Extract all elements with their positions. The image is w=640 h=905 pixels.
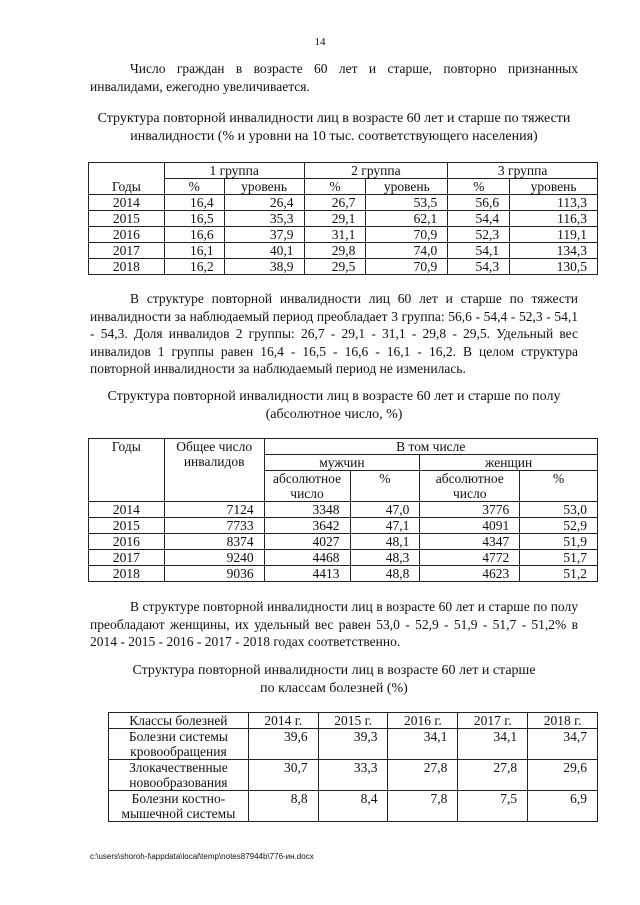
disease-class-cell: Болезни костно-мышечной системы xyxy=(109,791,249,822)
value-cell: 54,1 xyxy=(448,243,510,259)
value-cell: 16,4 xyxy=(164,195,224,211)
value-cell: 53,5 xyxy=(366,195,448,211)
severity-subheader-row xyxy=(89,179,598,195)
value-cell: 30,7 xyxy=(248,760,318,791)
year-cell: 2014 xyxy=(89,195,165,211)
value-cell: 27,8 xyxy=(458,760,528,791)
women-header: женщин xyxy=(420,455,598,471)
gender-table-body xyxy=(89,439,598,582)
value-cell: 29,6 xyxy=(528,760,598,791)
value-cell: 130,5 xyxy=(510,259,598,275)
value-cell: 70,9 xyxy=(366,227,448,243)
value-cell: 134,3 xyxy=(510,243,598,259)
value-cell: 4772 xyxy=(420,550,520,566)
value-cell: 38,9 xyxy=(224,259,304,275)
severity-paragraph: В структуре повторной инвалидности лиц 60 лет и старше по тяжести инвалидности за наблюдаемый период преобладает 3 группа: 56,6 - 54,4 - 52,3 - 54,1 - 54,3. Доля инвалидов 2 группы: 26,7 - 29,1 - 31,1 - 29,8 - 29,5. Удельный вес инвалидов 1 группы равен 16,4 - 16,5 - 16,6 - 16,1 - 16,2. В целом структура повторной инвалидности за наблюдаемый период не изменилась. xyxy=(90,291,578,376)
value-cell: 119,1 xyxy=(510,227,598,243)
value-cell: 48,1 xyxy=(350,534,420,550)
total-header: Общее число инвалидов xyxy=(164,439,264,502)
table3-title-line1: Структура повторной инвалидности лиц в возрасте 60 лет и старше xyxy=(132,663,536,678)
men-pct-header: % xyxy=(350,471,420,502)
value-cell: 6,9 xyxy=(528,791,598,822)
value-cell: 9036 xyxy=(164,566,264,582)
women-pct-header: % xyxy=(520,471,598,502)
value-cell: 3642 xyxy=(264,518,350,534)
disease-table-row xyxy=(109,729,598,760)
value-cell: 7733 xyxy=(164,518,264,534)
gender-table-row xyxy=(89,518,598,534)
value-cell: 4468 xyxy=(264,550,350,566)
value-cell: 37,9 xyxy=(224,227,304,243)
value-cell: 4027 xyxy=(264,534,350,550)
value-cell: 34,1 xyxy=(388,729,458,760)
table2-title-line1: Структура повторной инвалидности лиц в возрасте 60 лет и старше по полу xyxy=(107,389,561,404)
year-cell: 2016 xyxy=(89,534,165,550)
value-cell: 8374 xyxy=(164,534,264,550)
years-header: Годы xyxy=(89,163,165,195)
gender-table-row xyxy=(89,566,598,582)
severity-table-row xyxy=(89,227,598,243)
group2-header: 2 группа xyxy=(304,163,448,179)
gender-table-row xyxy=(89,534,598,550)
value-cell: 8,8 xyxy=(248,791,318,822)
year-cell: 2017 xyxy=(89,243,165,259)
value-cell: 29,5 xyxy=(304,259,366,275)
year-cell: 2017 xyxy=(89,550,165,566)
year-header: 2016 г. xyxy=(388,713,458,729)
value-cell: 34,7 xyxy=(528,729,598,760)
disease-table-row xyxy=(109,791,598,822)
g2-level-header: уровень xyxy=(366,179,448,195)
women-abs-header: абсолютное число xyxy=(420,471,520,502)
year-cell: 2015 xyxy=(89,211,165,227)
year-cell: 2016 xyxy=(89,227,165,243)
value-cell: 4347 xyxy=(420,534,520,550)
value-cell: 47,0 xyxy=(350,502,420,518)
men-abs-header: абсолютное число xyxy=(264,471,350,502)
years-header: Годы xyxy=(89,439,165,502)
year-cell: 2015 xyxy=(89,518,165,534)
value-cell: 35,3 xyxy=(224,211,304,227)
value-cell: 3776 xyxy=(420,502,520,518)
value-cell: 7,8 xyxy=(388,791,458,822)
severity-table-body xyxy=(89,163,598,275)
year-header: 2015 г. xyxy=(318,713,388,729)
value-cell: 56,6 xyxy=(448,195,510,211)
value-cell: 33,3 xyxy=(318,760,388,791)
disease-class-cell: Болезни системы кровообращения xyxy=(109,729,249,760)
severity-table xyxy=(88,162,598,275)
value-cell: 52,3 xyxy=(448,227,510,243)
disease-header-row xyxy=(109,713,598,729)
g1-level-header: уровень xyxy=(224,179,304,195)
year-cell: 2018 xyxy=(89,259,165,275)
gender-table xyxy=(88,438,598,582)
value-cell: 62,1 xyxy=(366,211,448,227)
group3-header: 3 группа xyxy=(448,163,598,179)
table3-title-line2: по классам болезней (%) xyxy=(260,681,408,696)
year-header: 2014 г. xyxy=(248,713,318,729)
value-cell: 9240 xyxy=(164,550,264,566)
g1-pct-header: % xyxy=(164,179,224,195)
value-cell: 51,2 xyxy=(520,566,598,582)
value-cell: 39,3 xyxy=(318,729,388,760)
value-cell: 51,9 xyxy=(520,534,598,550)
intro-paragraph: Число граждан в возрасте 60 лет и старше, повторно признанных инвалидами, ежегодно увеличивается. xyxy=(90,61,578,94)
disease-class-cell: Злокачественные новообразования xyxy=(109,760,249,791)
file-path-footer: c:\users\shoroh-l\appdata\local\temp\notes87944b\776-ин.docx xyxy=(90,852,314,861)
gender-paragraph: В структуре повторной инвалидности лиц в возрасте 60 лет и старше по полу преобладают женщины, их удельный вес равен 53,0 - 52,9 - 51,9 - 51,7 - 51,2% в 2014 - 2015 - 2016 - 2017 - 2018 годах соответственно. xyxy=(90,599,578,649)
value-cell: 8,4 xyxy=(318,791,388,822)
table2-title-line2: (абсолютное число, %) xyxy=(265,407,403,422)
value-cell: 31,1 xyxy=(304,227,366,243)
g3-pct-header: % xyxy=(448,179,510,195)
value-cell: 54,3 xyxy=(448,259,510,275)
value-cell: 4413 xyxy=(264,566,350,582)
value-cell: 16,1 xyxy=(164,243,224,259)
value-cell: 53,0 xyxy=(520,502,598,518)
year-cell: 2018 xyxy=(89,566,165,582)
year-cell: 2014 xyxy=(89,502,165,518)
value-cell: 16,2 xyxy=(164,259,224,275)
value-cell: 4623 xyxy=(420,566,520,582)
severity-table-row xyxy=(89,259,598,275)
value-cell: 26,7 xyxy=(304,195,366,211)
value-cell: 48,8 xyxy=(350,566,420,582)
value-cell: 70,9 xyxy=(366,259,448,275)
gender-table-row xyxy=(89,550,598,566)
gender-table-row xyxy=(89,502,598,518)
value-cell: 48,3 xyxy=(350,550,420,566)
table1-title xyxy=(60,110,608,146)
value-cell: 7,5 xyxy=(458,791,528,822)
value-cell: 16,5 xyxy=(164,211,224,227)
value-cell: 47,1 xyxy=(350,518,420,534)
value-cell: 54,4 xyxy=(448,211,510,227)
year-header: 2017 г. xyxy=(458,713,528,729)
men-header: мужчин xyxy=(264,455,420,471)
value-cell: 40,1 xyxy=(224,243,304,259)
disease-class-table xyxy=(108,712,598,822)
including-header: В том числе xyxy=(264,439,597,455)
value-cell: 3348 xyxy=(264,502,350,518)
disease-table-row xyxy=(109,760,598,791)
value-cell: 7124 xyxy=(164,502,264,518)
value-cell: 26,4 xyxy=(224,195,304,211)
value-cell: 29,1 xyxy=(304,211,366,227)
value-cell: 16,6 xyxy=(164,227,224,243)
g3-level-header: уровень xyxy=(510,179,598,195)
table1-title-line2: инвалидности (% и уровни на 10 тыс. соответствующего населения) xyxy=(130,129,538,144)
value-cell: 113,3 xyxy=(510,195,598,211)
value-cell: 74,0 xyxy=(366,243,448,259)
table2-title xyxy=(60,388,608,424)
table3-title xyxy=(60,662,608,698)
value-cell: 52,9 xyxy=(520,518,598,534)
severity-table-row xyxy=(89,195,598,211)
year-header: 2018 г. xyxy=(528,713,598,729)
value-cell: 27,8 xyxy=(388,760,458,791)
disease-class-table-body xyxy=(109,713,598,822)
value-cell: 39,6 xyxy=(248,729,318,760)
gender-header-row xyxy=(89,439,598,455)
severity-table-row xyxy=(89,243,598,259)
value-cell: 51,7 xyxy=(520,550,598,566)
severity-header-row xyxy=(89,163,598,179)
group1-header: 1 группа xyxy=(164,163,304,179)
class-header: Классы болезней xyxy=(109,713,249,729)
value-cell: 116,3 xyxy=(510,211,598,227)
value-cell: 29,8 xyxy=(304,243,366,259)
table1-title-line1: Структура повторной инвалидности лиц в возрасте 60 лет и старше по тяжести xyxy=(97,111,571,126)
value-cell: 4091 xyxy=(420,518,520,534)
value-cell: 34,1 xyxy=(458,729,528,760)
page-number: 14 xyxy=(314,36,326,48)
g2-pct-header: % xyxy=(304,179,366,195)
severity-table-row xyxy=(89,211,598,227)
